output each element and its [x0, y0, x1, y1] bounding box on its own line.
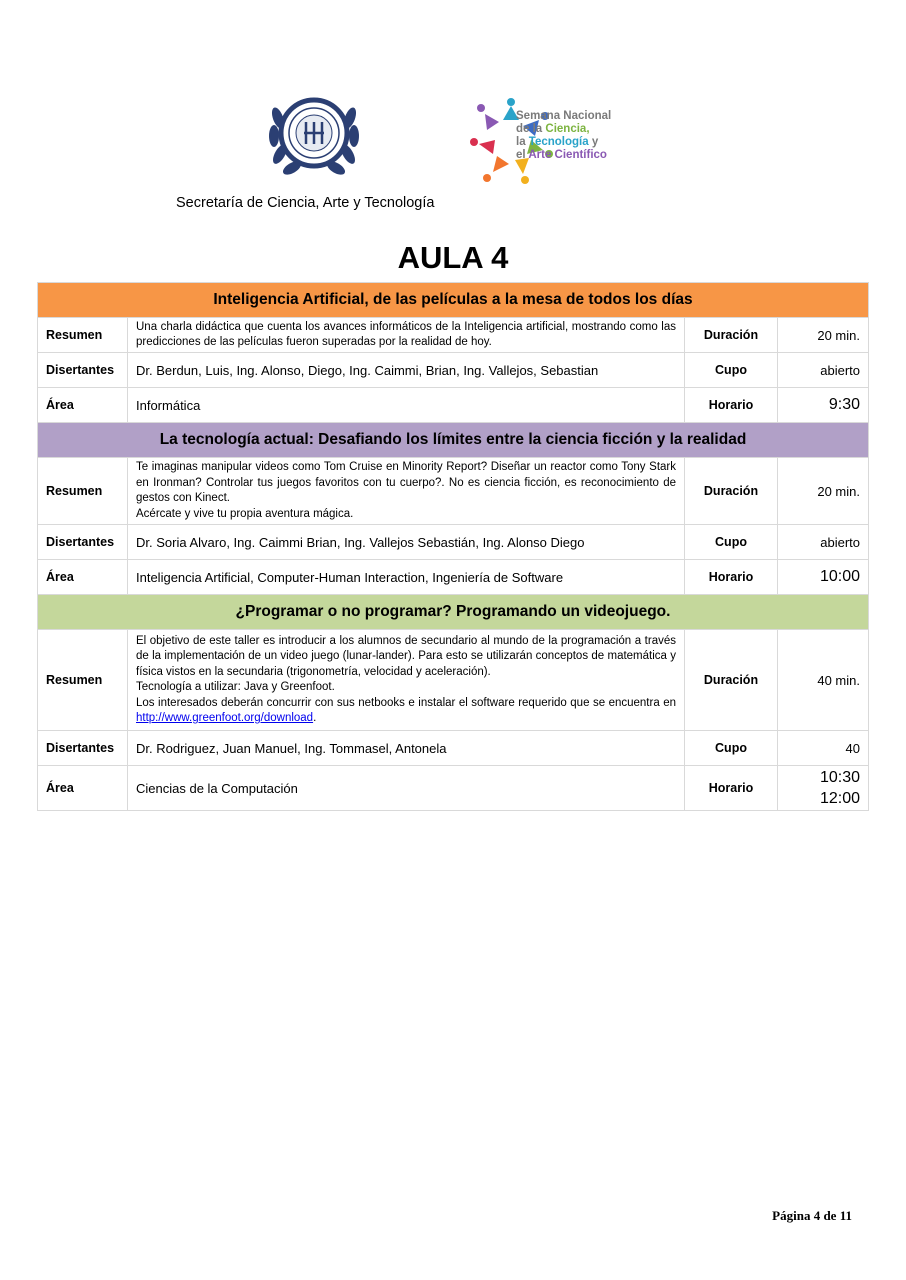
- area-value: Inteligencia Artificial, Computer-Human Interaction, Ingeniería de Software: [128, 560, 685, 595]
- disertantes-label: Disertantes: [38, 525, 128, 560]
- disertantes-label: Disertantes: [38, 731, 128, 766]
- university-seal-logo: [264, 88, 364, 178]
- area-label: Área: [38, 388, 128, 423]
- cupo-label: Cupo: [685, 353, 778, 388]
- resumen-label: Resumen: [38, 630, 128, 731]
- area-label: Área: [38, 766, 128, 811]
- duracion-label: Duración: [685, 458, 778, 525]
- table-row: [38, 525, 869, 560]
- disertantes-label: Disertantes: [38, 353, 128, 388]
- page-number: Página 4 de 11: [772, 1208, 852, 1223]
- session-title: La tecnología actual: Desafiando los límites entre la ciencia ficción y la realidad: [38, 423, 869, 458]
- resumen-label: Resumen: [38, 318, 128, 353]
- cupo-label: Cupo: [685, 731, 778, 766]
- resumen-text: Una charla didáctica que cuenta los avances informáticos de la Inteligencia artificial, mostrando como las predicciones de las películas fueron superadas por la realidad de hoy.: [128, 318, 685, 353]
- cupo-value: abierto: [778, 525, 869, 560]
- disertantes-value: Dr. Rodriguez, Juan Manuel, Ing. Tommasel, Antonela: [128, 731, 685, 766]
- resumen-text: El objetivo de este taller es introducir a los alumnos de secundario al mundo de la programación a través de la implementación de un video juego (lunar-lander). Para esto se utilizarán conceptos de matemática y física vistos en la secundaria (trigonometría, velocidad y aceleración). Tecnología a utilizar: Java y Greenfoot. Los interesados deberán concurrir con sus netbooks e instalar el software requerido que se encuentra en http://www.greenfoot.org/download.: [128, 630, 685, 731]
- session-header: [38, 423, 869, 458]
- horario-value: 10:00: [778, 560, 869, 595]
- header-logos: [258, 86, 638, 194]
- area-value: Informática: [128, 388, 685, 423]
- duracion-value: 40 min.: [778, 630, 869, 731]
- cupo-label: Cupo: [685, 525, 778, 560]
- horario-label: Horario: [685, 560, 778, 595]
- table-row: [38, 630, 869, 731]
- horario-label: Horario: [685, 766, 778, 811]
- horario-value: 9:30: [778, 388, 869, 423]
- disertantes-value: Dr. Soria Alvaro, Ing. Caimmi Brian, Ing. Vallejos Sebastián, Ing. Alonso Diego: [128, 525, 685, 560]
- horario-value-1: 10:30: [819, 769, 860, 786]
- area-value: Ciencias de la Computación: [128, 766, 685, 811]
- horario-value: [778, 766, 869, 811]
- table-row: [38, 731, 869, 766]
- semana-nacional-text: Semana Nacional de la Ciencia, la Tecnología y el Arte Científico: [516, 110, 612, 161]
- duracion-label: Duración: [685, 318, 778, 353]
- session-title: Inteligencia Artificial, de las películas a la mesa de todos los días: [38, 283, 869, 318]
- table-row: [38, 388, 869, 423]
- horario-value-2: 12:00: [819, 790, 860, 807]
- greenfoot-download-link[interactable]: http://www.greenfoot.org/download: [136, 712, 314, 724]
- cupo-value: 40: [778, 731, 869, 766]
- page-title: AULA 4: [397, 240, 509, 275]
- table-row: [38, 318, 869, 353]
- table-row: [38, 458, 869, 525]
- session-title: ¿Programar o no programar? Programando un videojuego.: [38, 595, 869, 630]
- table-row: [38, 766, 869, 811]
- session-header: [38, 595, 869, 630]
- table-row: [38, 353, 869, 388]
- secretaria-label: Secretaría de Ciencia, Arte y Tecnología: [176, 195, 435, 211]
- duracion-label: Duración: [685, 630, 778, 731]
- duracion-value: 20 min.: [778, 318, 869, 353]
- area-label: Área: [38, 560, 128, 595]
- resumen-label: Resumen: [38, 458, 128, 525]
- schedule-table: [37, 282, 869, 811]
- horario-label: Horario: [685, 388, 778, 423]
- disertantes-value: Dr. Berdun, Luis, Ing. Alonso, Diego, Ing. Caimmi, Brian, Ing. Vallejos, Sebastian: [128, 353, 685, 388]
- session-header: [38, 283, 869, 318]
- resumen-text: Te imaginas manipular videos como Tom Cruise en Minority Report? Diseñar un reactor como Tony Stark en Ironman? Controlar tus juegos favoritos con tu cuerpo?. No es ciencia ficción, es reconocimiento de gestos con Kinect. Acércate y vive tu propia aventura mágica.: [128, 458, 685, 525]
- table-row: [38, 560, 869, 595]
- cupo-value: abierto: [778, 353, 869, 388]
- duracion-value: 20 min.: [778, 458, 869, 525]
